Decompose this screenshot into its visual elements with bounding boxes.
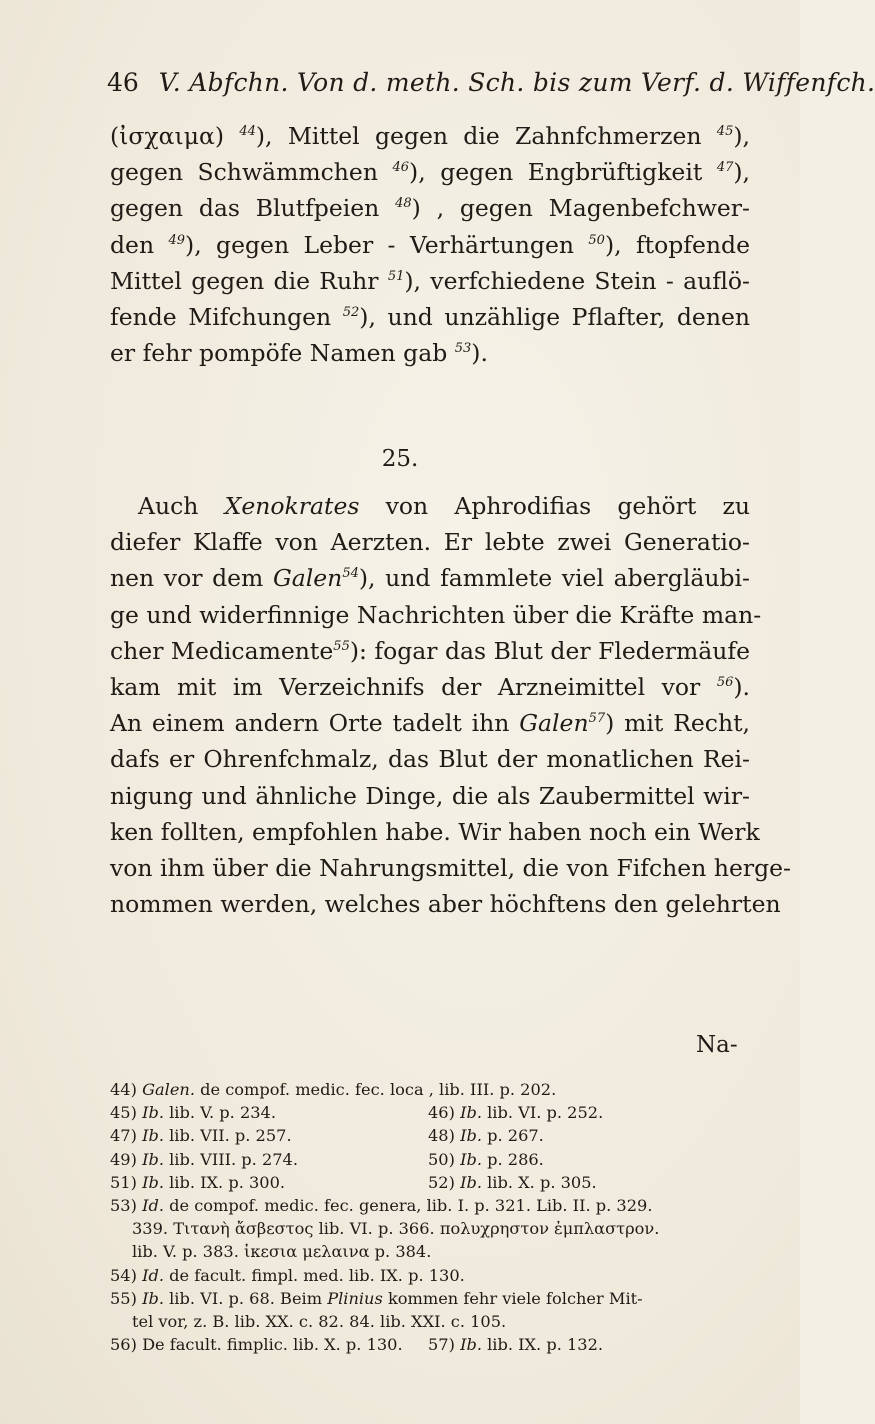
text-line: er fehr pompöfe Namen gab $^{53}$). — [110, 339, 488, 368]
text-line: fende Mifchungen $^{52}$), und unzählige Pflafter, denen — [110, 303, 751, 332]
text-line: (ἰσχαιμα) $^{44}$), Mittel gegen die Zahnfchmerzen $^{45}$), — [110, 122, 750, 150]
text-line: nommen werden, welches aber höchftens den gelehrten — [110, 890, 781, 919]
footnote: 55) Ib. lib. VI. p. 68. Beim Plinius kommen fehr viele folcher Mit- — [110, 1288, 643, 1308]
footnote: 54) Id. de facult. fimpl. med. lib. IX. p. 130. — [110, 1265, 465, 1285]
footnote-row: 45) Ib. lib. V. p. 234. 46) Ib. lib. VI. p. 252. — [110, 1103, 604, 1123]
text-line: von ihm über die Nahrungsmittel, die von Fifchen herge- — [110, 854, 791, 883]
person-name: Galen — [519, 709, 589, 738]
footnote-row: 47) Ib. lib. VII. p. 257. 48) Ib. p. 267. — [110, 1126, 544, 1146]
text-line: Auch Xenokrates von Aphrodifias gehört zu — [138, 492, 750, 520]
catchword: Na- — [696, 1032, 738, 1058]
text-line: ge und widerfinnige Nachrichten über die Kräfte man- — [110, 600, 762, 629]
text-line: dafs er Ohrenfchmalz, das Blut der monatlichen Rei- — [110, 745, 750, 774]
text-line: den $^{49}$), gegen Leber - Verhärtungen $^{50}$), ftopfende — [110, 230, 750, 259]
paragraph-2 — [110, 488, 791, 922]
footnote-continuation: tel vor, z. B. lib. XX. c. 82. 84. lib. XXI. c. 105. — [132, 1312, 507, 1332]
footnote-row: 56) De facult. fimplic. lib. X. p. 130. 57) Ib. lib. IX. p. 132. — [110, 1335, 604, 1355]
text-line: gegen Schwämmchen $^{46}$), gegen Engbrüftigkeit $^{47}$), — [110, 158, 751, 187]
text-line: Mittel gegen die Ruhr $^{51}$), verfchiedene Stein - auflö- — [110, 266, 750, 295]
text-line: An einem andern Orte tadelt ihn Galen$^{57}$) mit Recht, — [110, 709, 751, 738]
footnote: 44) Galen. de compof. medic. fec. loca , lib. III. p. 202. — [110, 1080, 557, 1099]
text-line: kam mit im Verzeichnifs der Arzneimittel vor $^{56}$). — [110, 673, 750, 702]
footnotes — [110, 1078, 770, 1356]
text-line: diefer Klaffe von Aerzten. Er lebte zwei Generatio- — [110, 528, 750, 557]
section-number: 25. — [381, 446, 419, 472]
running-title: V. Abfchn. Von d. meth. Sch. bis zum Verf. d. Wiffenfch. — [158, 68, 875, 97]
running-header — [107, 66, 875, 100]
footnote-row: 51) Ib. lib. IX. p. 300. 52) Ib. lib. X. p. 305. — [110, 1172, 597, 1192]
page-number: 46 — [107, 68, 139, 97]
footnote: 53) Id. de compof. medic. fec. genera, lib. I. p. 321. Lib. II. p. 329. — [110, 1196, 653, 1216]
paragraph-1 — [110, 118, 750, 371]
footnote-continuation: 339. Τιτανὴ ἄσβεστος lib. VI. p. 366. πολυχρηστον ἐμπλαστρον. — [132, 1219, 660, 1239]
text-line: gegen das Blutfpeien $^{48}$) , gegen Magenbefchwer- — [110, 194, 750, 223]
text-line: ken follten, empfohlen habe. Wir haben noch ein Werk — [110, 817, 760, 846]
text-line: nigung und ähnliche Dinge, die als Zaubermittel wir- — [110, 781, 750, 810]
person-name: Xenokrates — [224, 492, 360, 520]
text-line: cher Medicamente$^{55}$): fogar das Blut der Fledermäufe — [110, 636, 751, 665]
text-line: nen vor dem Galen$^{54}$), und fammlete viel abergläubi- — [110, 564, 750, 593]
person-name: Galen — [272, 564, 343, 593]
footnote-continuation: lib. V. p. 383. ἱκεσια μελαινα p. 384. — [132, 1242, 432, 1262]
footnote-row: 49) Ib. lib. VIII. p. 274. 50) Ib. p. 286. — [110, 1149, 544, 1169]
